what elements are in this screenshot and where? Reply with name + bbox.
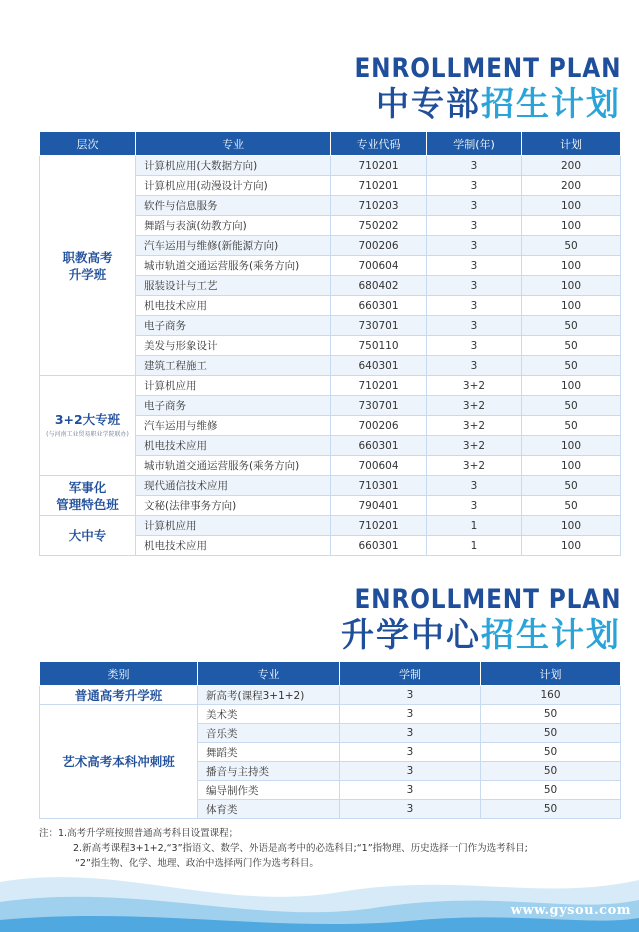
years-cell: 3 bbox=[427, 216, 522, 236]
table-row bbox=[40, 376, 621, 396]
major-cell: 汽车运用与维修(新能源方向) bbox=[136, 236, 331, 256]
years-cell: 3 bbox=[427, 256, 522, 276]
footnote-3: “2”指生物、化学、地理、政治中选择两门作为选考科目。 bbox=[75, 858, 319, 869]
plan-cell: 100 bbox=[522, 516, 621, 536]
header-category: 类别 bbox=[40, 662, 198, 686]
plan-cell: 50 bbox=[481, 762, 621, 781]
code-cell: 730701 bbox=[331, 316, 427, 336]
code-cell: 700206 bbox=[331, 416, 427, 436]
plan-cell: 160 bbox=[481, 686, 621, 705]
header-major: 专业 bbox=[198, 662, 340, 686]
table-header-row bbox=[40, 662, 621, 686]
plan-cell: 50 bbox=[522, 416, 621, 436]
major-cell: 电子商务 bbox=[136, 316, 331, 336]
major-cell: 城市轨道交通运营服务(乘务方向) bbox=[136, 456, 331, 476]
secondary-enrollment-body bbox=[40, 156, 621, 556]
major-cell: 音乐类 bbox=[198, 724, 340, 743]
code-cell: 750202 bbox=[331, 216, 427, 236]
watermark-text: www.gysou.com bbox=[510, 903, 631, 918]
major-cell: 播音与主持类 bbox=[198, 762, 340, 781]
code-cell: 660301 bbox=[331, 536, 427, 556]
major-cell: 新高考(课程3+1+2) bbox=[198, 686, 340, 705]
years-cell: 3 bbox=[427, 236, 522, 256]
section1-title-zh-sub: 招生计划 bbox=[481, 84, 621, 123]
section1-title-zh-main: 中专部 bbox=[376, 84, 481, 123]
major-cell: 计算机应用(动漫设计方向) bbox=[136, 176, 331, 196]
wave-decoration bbox=[0, 842, 639, 932]
years-cell: 3+2 bbox=[427, 376, 522, 396]
table-row bbox=[40, 686, 621, 705]
group-label bbox=[40, 516, 136, 556]
plan-cell: 100 bbox=[522, 296, 621, 316]
group-name-line1: 军事化 bbox=[68, 479, 107, 495]
code-cell: 660301 bbox=[331, 436, 427, 456]
section1-title-en: ENROLLMENT PLAN bbox=[354, 53, 621, 84]
years-cell: 3 bbox=[340, 781, 481, 800]
code-cell: 790401 bbox=[331, 496, 427, 516]
group-name-line2: 管理特色班 bbox=[56, 496, 119, 512]
header-code: 专业代码 bbox=[331, 132, 427, 156]
years-cell: 3 bbox=[427, 196, 522, 216]
major-cell: 电子商务 bbox=[136, 396, 331, 416]
plan-cell: 50 bbox=[522, 316, 621, 336]
table-header-row bbox=[40, 132, 621, 156]
plan-cell: 50 bbox=[522, 496, 621, 516]
group-name-line1: 职教高考 bbox=[62, 249, 113, 265]
years-cell: 3+2 bbox=[427, 456, 522, 476]
years-cell: 3 bbox=[340, 686, 481, 705]
major-cell: 机电技术应用 bbox=[136, 296, 331, 316]
code-cell: 710203 bbox=[331, 196, 427, 216]
major-cell: 舞蹈类 bbox=[198, 743, 340, 762]
plan-cell: 50 bbox=[481, 743, 621, 762]
plan-cell: 100 bbox=[522, 436, 621, 456]
plan-cell: 50 bbox=[522, 336, 621, 356]
footnote-1: 注：1.高考升学班按照普通高考科目设置课程； bbox=[39, 828, 239, 839]
years-cell: 3 bbox=[427, 276, 522, 296]
group-note: (与河南工业贸易职业学院联办) bbox=[46, 431, 129, 438]
major-cell: 汽车运用与维修 bbox=[136, 416, 331, 436]
major-cell: 计算机应用 bbox=[136, 516, 331, 536]
plan-cell: 200 bbox=[522, 156, 621, 176]
group-name-line2: 升学班 bbox=[68, 266, 107, 282]
header-years: 学制 bbox=[340, 662, 481, 686]
header-plan: 计划 bbox=[522, 132, 621, 156]
major-cell: 计算机应用(大数据方向) bbox=[136, 156, 331, 176]
header-years: 学制(年) bbox=[427, 132, 522, 156]
major-cell: 编导制作类 bbox=[198, 781, 340, 800]
plan-cell: 200 bbox=[522, 176, 621, 196]
group-name-line1: 3+2大专班 bbox=[54, 412, 121, 427]
code-cell: 680402 bbox=[331, 276, 427, 296]
years-cell: 3 bbox=[340, 724, 481, 743]
years-cell: 3 bbox=[427, 476, 522, 496]
years-cell: 3 bbox=[427, 316, 522, 336]
major-cell: 建筑工程施工 bbox=[136, 356, 331, 376]
header-major: 专业 bbox=[136, 132, 331, 156]
plan-cell: 50 bbox=[481, 781, 621, 800]
code-cell: 710201 bbox=[331, 376, 427, 396]
years-cell: 3 bbox=[427, 356, 522, 376]
plan-cell: 50 bbox=[481, 800, 621, 819]
major-cell: 美发与形象设计 bbox=[136, 336, 331, 356]
table-row bbox=[40, 476, 621, 496]
years-cell: 3 bbox=[340, 743, 481, 762]
plan-cell: 50 bbox=[481, 724, 621, 743]
years-cell: 3 bbox=[427, 156, 522, 176]
group-label bbox=[40, 156, 136, 376]
code-cell: 700604 bbox=[331, 456, 427, 476]
header-level: 层次 bbox=[40, 132, 136, 156]
major-cell: 计算机应用 bbox=[136, 376, 331, 396]
years-cell: 3 bbox=[427, 336, 522, 356]
upgrade-center-body bbox=[40, 686, 621, 819]
major-cell: 美术类 bbox=[198, 705, 340, 724]
plan-cell: 100 bbox=[522, 456, 621, 476]
group-label bbox=[40, 376, 136, 476]
plan-cell: 50 bbox=[481, 705, 621, 724]
group-name-line1: 大中专 bbox=[68, 528, 107, 543]
plan-cell: 50 bbox=[522, 356, 621, 376]
plan-cell: 50 bbox=[522, 476, 621, 496]
section2-title-zh bbox=[311, 615, 621, 655]
years-cell: 3 bbox=[340, 800, 481, 819]
major-cell: 城市轨道交通运营服务(乘务方向) bbox=[136, 256, 331, 276]
years-cell: 3+2 bbox=[427, 416, 522, 436]
secondary-enrollment-table bbox=[39, 131, 621, 556]
footnote-2: 2.新高考课程3+1+2,“3”指语文、数学、外语是高考中的必选科目;“1”指物理、历史选择一门作为选考科目; bbox=[73, 843, 528, 854]
code-cell: 640301 bbox=[331, 356, 427, 376]
plan-cell: 100 bbox=[522, 216, 621, 236]
section1-heading bbox=[311, 54, 621, 124]
years-cell: 3 bbox=[340, 705, 481, 724]
code-cell: 660301 bbox=[331, 296, 427, 316]
years-cell: 3 bbox=[427, 296, 522, 316]
years-cell: 3 bbox=[340, 762, 481, 781]
header-plan: 计划 bbox=[481, 662, 621, 686]
code-cell: 710201 bbox=[331, 516, 427, 536]
code-cell: 710201 bbox=[331, 156, 427, 176]
section2-title-zh-sub: 招生计划 bbox=[481, 615, 621, 654]
years-cell: 1 bbox=[427, 516, 522, 536]
table-row bbox=[40, 705, 621, 724]
major-cell: 机电技术应用 bbox=[136, 536, 331, 556]
code-cell: 710201 bbox=[331, 176, 427, 196]
plan-cell: 100 bbox=[522, 256, 621, 276]
years-cell: 3 bbox=[427, 496, 522, 516]
code-cell: 750110 bbox=[331, 336, 427, 356]
major-cell: 服装设计与工艺 bbox=[136, 276, 331, 296]
major-cell: 舞蹈与表演(幼教方向) bbox=[136, 216, 331, 236]
major-cell: 文秘(法律事务方向) bbox=[136, 496, 331, 516]
table-row bbox=[40, 156, 621, 176]
plan-cell: 100 bbox=[522, 196, 621, 216]
plan-cell: 50 bbox=[522, 396, 621, 416]
section2-title-zh-main: 升学中心 bbox=[341, 615, 481, 654]
years-cell: 1 bbox=[427, 536, 522, 556]
plan-cell: 50 bbox=[522, 236, 621, 256]
years-cell: 3+2 bbox=[427, 436, 522, 456]
upgrade-center-table bbox=[39, 661, 621, 819]
group-label: 艺术高考本科冲刺班 bbox=[40, 705, 198, 819]
code-cell: 710301 bbox=[331, 476, 427, 496]
group-label bbox=[40, 476, 136, 516]
major-cell: 机电技术应用 bbox=[136, 436, 331, 456]
code-cell: 700604 bbox=[331, 256, 427, 276]
section2-title-en: ENROLLMENT PLAN bbox=[354, 584, 621, 615]
major-cell: 体育类 bbox=[198, 800, 340, 819]
code-cell: 700206 bbox=[331, 236, 427, 256]
major-cell: 现代通信技术应用 bbox=[136, 476, 331, 496]
group-label: 普通高考升学班 bbox=[40, 686, 198, 705]
section2-heading bbox=[311, 585, 621, 655]
plan-cell: 100 bbox=[522, 276, 621, 296]
plan-cell: 100 bbox=[522, 536, 621, 556]
code-cell: 730701 bbox=[331, 396, 427, 416]
years-cell: 3 bbox=[427, 176, 522, 196]
section1-title-zh bbox=[311, 84, 621, 124]
table-row bbox=[40, 516, 621, 536]
plan-cell: 100 bbox=[522, 376, 621, 396]
major-cell: 软件与信息服务 bbox=[136, 196, 331, 216]
years-cell: 3+2 bbox=[427, 396, 522, 416]
